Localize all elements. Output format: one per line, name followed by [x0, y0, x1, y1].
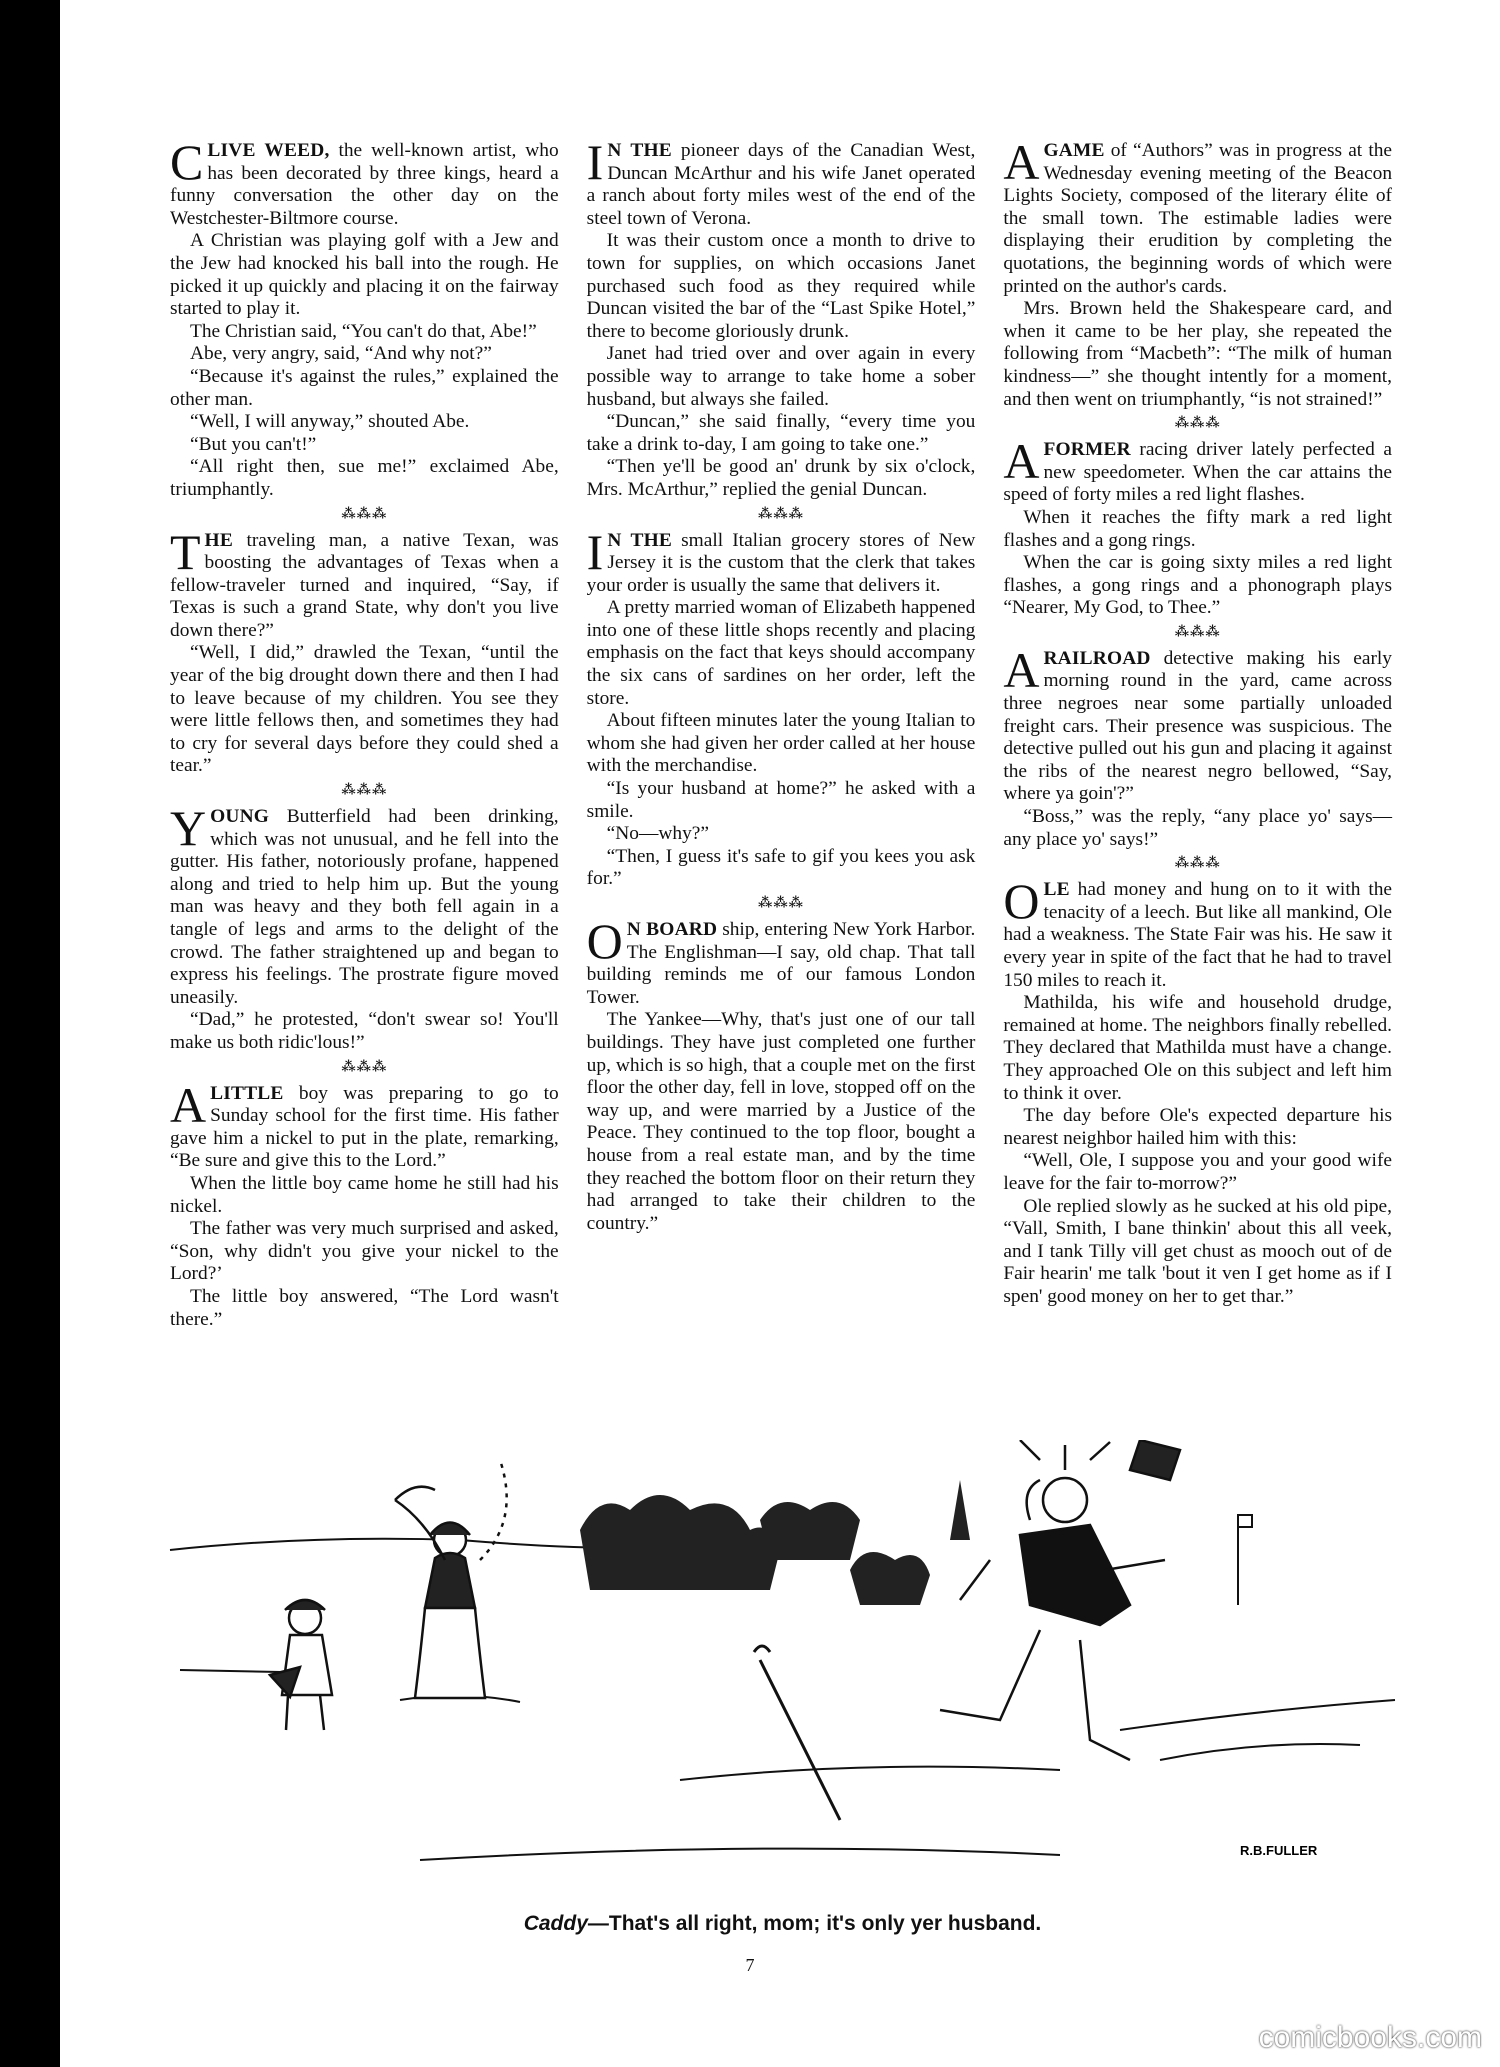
story-paragraph: When it reaches the fifty mark a red light flashes and a gong rings.: [1003, 506, 1393, 551]
lead-words: GAME: [1043, 140, 1105, 161]
story-opening: [1003, 873, 1393, 992]
story-paragraph: “Well, I did,” drawled the Texan, “until the year of the big drought down there and then I had to leave because of my children. You see they were little fellows then, and sometimes they had to cry for several days before they could shed a tear.”: [170, 642, 559, 777]
story-opening: [586, 134, 976, 230]
story-paragraph: “Then ye'll be good an' drunk by six o'clock, Mrs. McArthur,” replied the genial Duncan.: [586, 456, 976, 500]
story-paragraph: About fifteen minutes later the young Italian to whom she had given her order called at her house with the merchandise.: [586, 710, 976, 777]
story-opening: [1003, 433, 1393, 507]
tree-line: [580, 1480, 970, 1605]
story-paragraph: “Well, I will anyway,” shouted Abe.: [190, 411, 470, 433]
paragraph-text: racing driver lately perfected a new speedometer. When the car attains the speed of forty miles a red light flashes.: [1003, 439, 1393, 506]
text-columns: [170, 134, 1393, 1445]
drop-cap: C: [170, 134, 204, 190]
drop-cap: A: [170, 1076, 207, 1133]
column-1: [170, 134, 559, 1445]
paragraph-text: detective making his early morning round in the yard, came across three negroes near some partially unloaded freight cars. Their presence was suspicious. The detective pulled out his gun and placing it against the ribs of the nearest negro bellowed, “Say, where ya goin'?”: [1003, 647, 1393, 805]
story-opening: [170, 134, 559, 230]
story-paragraph: The Christian said, “You can't do that, Abe!”: [190, 320, 537, 342]
story-opening: [586, 913, 976, 1009]
story-paragraph: The Yankee—Why, that's just one of our tall buildings. They have just completed one further up, which is so high, that a couple met on the first floor the other day, fell in love, stopped off on the way up, and were married by a Justice of the Peace. They continued to the top floor, bought a house from a real estate man, and by the time they reached the bottom floor on their return they had arranged to take their children to the country.”: [586, 1009, 976, 1234]
drop-cap: A: [1003, 134, 1040, 190]
story-separator: ⁂⁂⁂: [1174, 624, 1221, 640]
paragraph-text: boy was preparing to go to Sunday school for the first time. His father gave him a nickel to put in the plate, remarking, “Be sure and give this to the Lord.”: [170, 1082, 559, 1172]
story-paragraph: Ole replied slowly as he sucked at his old pipe, “Vall, Smith, I bane thinkin' about this all veek, and I tank Tilly vill get chust as mooch out of de Fair hearin' me talk 'bout it ven I get home as if I spen' good money on her to get thar.”: [1003, 1195, 1393, 1307]
watermark: comicbooks.com: [1258, 2021, 1482, 2054]
paragraph-text: small Italian grocery stores of New Jersey it is the custom that the clerk that takes your order is usually the same that delivers it.: [586, 529, 976, 596]
caddy-figure: [270, 1600, 332, 1730]
flag-pin: [1238, 1515, 1252, 1605]
artist-signature: R.B.FULLER: [1240, 1843, 1318, 1858]
drop-cap: I: [586, 523, 604, 580]
story-separator: ⁂⁂⁂: [1174, 856, 1221, 872]
golfer-woman: [395, 1460, 507, 1698]
story-paragraph: Mrs. Brown held the Shakespeare card, and when it came to be her play, she repeated the following from “Macbeth”: “The milk of human kindness—” she thought intently for a moment, and then went on triumphantly, “is not strained!”: [1003, 298, 1393, 410]
story-separator: ⁂⁂⁂: [1174, 416, 1221, 432]
lead-words: N THE: [607, 140, 672, 161]
paragraph-text: the well-known artist, who has been decorated by three kings, heard a funny conversation the other day on the Westchester-Biltmore course.: [170, 140, 559, 229]
lead-words: OUNG: [210, 806, 270, 828]
story-paragraph: “Because it's against the rules,” explained the other man.: [170, 365, 559, 410]
story-paragraph: Janet had tried over and over again in every possible way to arrange to take home a sober husband, but always she failed.: [586, 343, 976, 410]
story-paragraph: “Dad,” he protested, “don't swear so! You'll make us both ridic'lous!”: [170, 1009, 559, 1053]
story-paragraph: “Well, Ole, I suppose you and your good wife leave for the fair to-morrow?”: [1003, 1150, 1393, 1194]
story-paragraph: When the little boy came home he still had his nickel.: [170, 1172, 559, 1217]
paragraph-text: had money and hung on to it with the tenacity of a leech. But like all mankind, Ole had a weakness. The State Fair was his. He saw it every year in spite of the fact that he had to travel 150 miles to reach it.: [1003, 879, 1393, 991]
story-paragraph: “Boss,” was the reply, “any place yo' says—any place yo' says!”: [1003, 806, 1393, 850]
story-opening: [170, 1076, 559, 1173]
story-separator: ⁂⁂⁂: [758, 896, 804, 911]
caption-speaker: Caddy: [523, 1912, 588, 1935]
paragraph-text: of “Authors” was in progress at the Wednesday evening meeting of the Beacon Lights Society, composed of the literary élite of the small town. The estimable ladies were displaying their erudition by completing the quotations, the beginning words of which were printed on the author's cards.: [1003, 140, 1393, 297]
story-paragraph: “But you can't!”: [190, 433, 317, 455]
story-paragraph: The day before Ole's expected departure his nearest neighbor hailed him with this:: [1003, 1105, 1393, 1149]
struck-man: [940, 1440, 1180, 1760]
story-opening: [1003, 641, 1393, 806]
drop-cap: I: [586, 134, 604, 190]
story-opening: [170, 800, 559, 1009]
scan-left-edge: [0, 0, 60, 2067]
drop-cap: A: [1003, 641, 1040, 698]
story-separator: ⁂⁂⁂: [758, 506, 804, 522]
story-opening: [1003, 134, 1393, 298]
column-2: [586, 134, 976, 1445]
story-paragraph: When the car is going sixty miles a red light flashes, a gong rings and a phonograph plays “Nearer, My God, to Thee.”: [1003, 552, 1393, 619]
lead-words: N THE: [607, 529, 673, 551]
story-paragraph: It was their custom once a month to drive to town for supplies, on which occasions Janet purchased such food as they required while Duncan visited the bar of the “Last Spike Hotel,” there to become gloriously drunk.: [586, 230, 976, 342]
drop-cap: O: [586, 913, 623, 969]
story-separator: ⁂⁂⁂: [341, 1059, 388, 1075]
story-paragraph: The little boy answered, “The Lord wasn't there.”: [170, 1285, 559, 1330]
drop-cap: T: [170, 523, 201, 580]
column-3: [1003, 134, 1393, 1445]
cartoon-caption: [160, 1912, 1405, 1936]
page-number: 7: [745, 1955, 755, 1975]
cartoon-illustration: [160, 1440, 1405, 1890]
drop-cap: Y: [170, 800, 207, 857]
story-paragraph: “Then, I guess it's safe to gif you kees you ask for.”: [586, 845, 976, 890]
lead-words: HE: [204, 529, 233, 551]
ground-lines: [170, 1539, 1395, 1860]
thrown-club: [754, 1646, 840, 1820]
story-paragraph: “Is your husband at home?” he asked with a smile.: [586, 778, 976, 822]
paragraph-text: pioneer days of the Canadian West, Duncan McArthur and his wife Janet operated a ranch about forty miles west of the end of the steel town of Verona.: [586, 140, 976, 229]
story-paragraph: A pretty married woman of Elizabeth happened into one of these little shops recently and placing emphasis on the fact that keys should accompany the six cans of sardines on her order, left the store.: [586, 597, 976, 709]
story-paragraph: A Christian was playing golf with a Jew and the Jew had knocked his ball into the rough. He picked it up quickly and placing it on the fairway started to play it.: [170, 230, 559, 320]
story-opening: [170, 523, 559, 643]
story-paragraph: “Duncan,” she said finally, “every time you take a drink to-day, I am going to take one.”: [586, 411, 976, 455]
drop-cap: A: [1003, 433, 1040, 490]
lead-words: LE: [1043, 879, 1070, 901]
story-paragraph: Abe, very angry, said, “And why not?”: [190, 343, 492, 365]
lead-words: N BOARD: [626, 919, 718, 940]
lead-words: FORMER: [1043, 439, 1131, 461]
story-opening: [586, 523, 976, 598]
story-paragraph: “No—why?”: [606, 823, 709, 845]
story-paragraph: “All right then, sue me!” exclaimed Abe, triumphantly.: [170, 456, 559, 500]
story-paragraph: Mathilda, his wife and household drudge, remained at home. The neighbors finally rebelled. They declared that Mathilda must have a change. They approached Ole on this subject and left him to think it over.: [1003, 992, 1393, 1104]
lead-words: LITTLE: [210, 1082, 284, 1104]
caption-text: —That's all right, mom; it's only yer husband.: [587, 1912, 1042, 1935]
story-separator: ⁂⁂⁂: [341, 506, 388, 522]
story-separator: ⁂⁂⁂: [341, 783, 388, 799]
paragraph-text: ship, entering New York Harbor. The Englishman—I say, old chap. That tall building reminds me of our famous London Tower.: [586, 919, 976, 1008]
paragraph-text: Butterfield had been drinking, which was not unusual, and he fell into the gutter. His father, notoriously profane, happened along and tried to help him up. But the young man was heavy and they both fell again in a tangle of legs and arms to the delight of the crowd. The father straightened up and began to express his feelings. The prostrate figure moved uneasily.: [170, 806, 559, 1008]
lead-words: RAILROAD: [1043, 647, 1151, 669]
lead-words: LIVE WEED,: [207, 140, 330, 161]
drop-cap: O: [1003, 873, 1040, 930]
paragraph-text: traveling man, a native Texan, was boosting the advantages of Texas when a fellow-traveler turned and inquired, “Say, if Texas is such a grand State, why don't you live down there?”: [170, 529, 559, 641]
story-paragraph: The father was very much surprised and asked, “Son, why didn't you give your nickel to the Lord?’: [170, 1218, 559, 1285]
